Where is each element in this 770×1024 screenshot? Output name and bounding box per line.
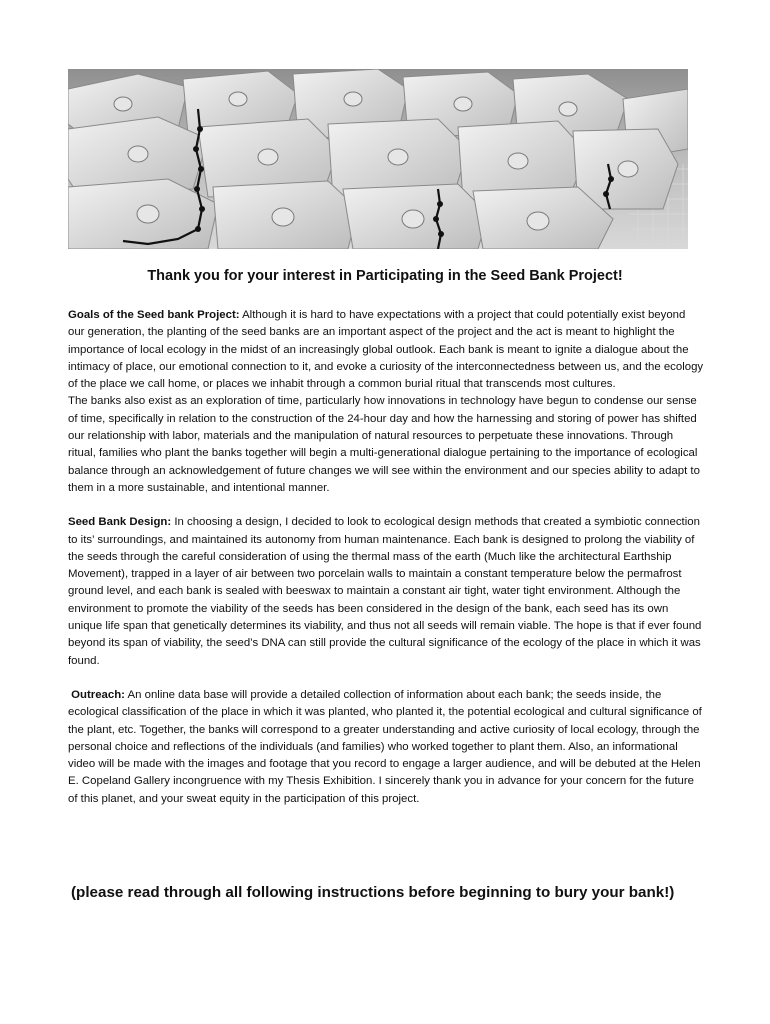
outreach-heading: Outreach: bbox=[71, 688, 125, 701]
instructions-note: (please read through all following instructions before beginning to bury your bank!) bbox=[71, 884, 675, 901]
goals-paragraph bbox=[68, 307, 704, 393]
document-body bbox=[68, 307, 704, 808]
goals-text: Although it is hard to have expectations with a project that could potentially exist beyond our generation, the planting of the seed banks are an important aspect of the project and the act is meant to highlight the importance of local ecology in the midst of an increasingly global outlook. Each bank is meant to ignite a dialogue about the intimacy of place, our emotional connection to it, and evoke a curiosity of the interconnectedness between us, and the ecology of the place we call home, or places we inhabit through a common burial ritual that transcends most cultures. bbox=[68, 309, 704, 391]
header-photo-porcelain-seed-banks bbox=[68, 69, 688, 249]
design-text: In choosing a design, I decided to look to ecological design methods that created a symbiotic connection to its’ surroundings, and maintained its autonomy from human maintenance. Each bank is designed to prolong the viability of the seeds through the careful consideration of using the thermal mass of the earth (Much like the architectural Earthship Movement), trapped in a layer of air between two porcelain walls to maintain a constant temperature below the permafrost ground level, and each bank is sealed with beeswax to maintain a constant air tight, water tight environment. Although the environment to promote the viability of the seeds has been considered in the design of the bank, each seed has its own unique life span that genetically determines its viability, and thus not all seeds will remain viable. The hope is that if ever found beyond its span of viability, the seed’s DNA can still provide the cultural significance of the ecology of the place in which it was found. bbox=[68, 516, 702, 667]
outreach-text: An online data base will provide a detailed collection of information about each bank; the seeds inside, the ecological classification of the place in which it was planted, who planted it, the potential ecological and cultural significance of the plant, etc. Together, the banks will correspond to a greater understanding and active curiosity of local ecology, through the personal choice and reflections of the individuals (and families) who worked together to plant them. Also, an informational video will be made with the images and footage that you record to engage a larger audience, and will be debuted at the Helen E. Copeland Gallery incongruence with my Thesis Exhibition. I sincerely thank you in advance for your concern for the future of this planet, and your sweat equity in the participation of this project. bbox=[68, 688, 702, 805]
page-title: Thank you for your interest in Participating in the Seed Bank Project! bbox=[147, 268, 623, 284]
outreach-paragraph bbox=[68, 687, 704, 808]
design-heading: Seed Bank Design: bbox=[68, 516, 172, 529]
design-paragraph bbox=[68, 514, 704, 670]
goals-heading: Goals of the Seed bank Project: bbox=[68, 309, 240, 321]
goals-paragraph-2: The banks also exist as an exploration of time, particularly how innovations in technology have begun to condense our sense of time, specifically in relation to the construction of the 24-hour day and how the harnessing and storing of power has shifted our relationship with labor, materials and the manipulation of natural resources to perpetuate these innovations. Through ritual, families who plant the banks together will begin a multi-generational dialogue pertaining to the importance of ecological balance through an acknowledgement of future changes we will see within the environment and our species ability to adapt to them in a more sustainable, and intentional manner. bbox=[68, 395, 700, 494]
